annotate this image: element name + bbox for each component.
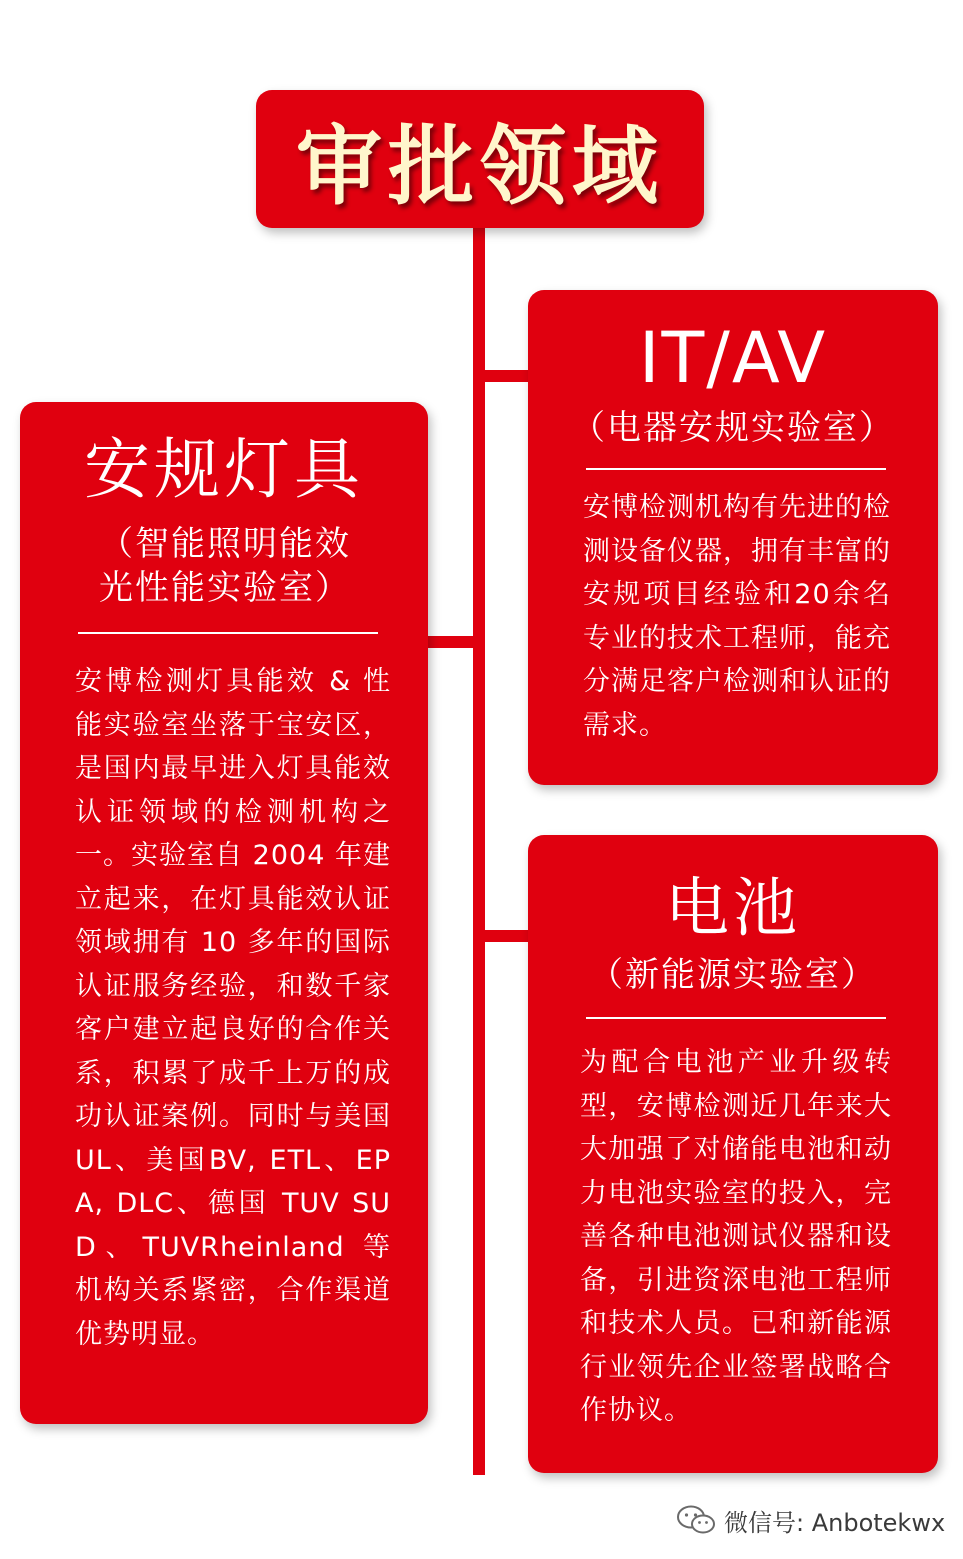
itav-card-title: IT/AV [638, 317, 828, 399]
wechat-watermark [676, 1500, 945, 1540]
lighting-card-divider [78, 632, 378, 634]
itav-card [528, 290, 938, 785]
trunk-line [473, 225, 485, 1475]
branch-left [420, 636, 476, 648]
wechat-icon [676, 1504, 716, 1536]
lighting-card-subtitle: （智能照明能效 光性能实验室） [99, 524, 351, 608]
lighting-card-body: 安博检测灯具能效 & 性能实验室坐落于宝安区，是国内最早进入灯具能效认证领域的检测机构之一。实验室自 2004 年建立起来，在灯具能效认证领域拥有 10 多年的国际认证服务经验，和数千家客户建立起良好的合作关系，积累了成千上万的成功认证案例。同时与美国 UL、美国BV, ETL、EPA, DLC、德国 TUV SUD、TUVRheinland 等机构关系紧密，合作渠道优势明显。 [75, 666, 391, 1350]
battery-card-divider [586, 1017, 886, 1019]
title-card [256, 90, 704, 228]
wechat-id-text: 微信号: Anbotekwx [724, 1508, 946, 1537]
page-title: 审批领域 [296, 117, 664, 217]
itav-card-body: 安博检测机构有先进的检测设备仪器，拥有丰富的安规项目经验和20余名专业的技术工程师，能充分满足客户检测和认证的需求。 [583, 492, 891, 741]
itav-card-subtitle: （电器安规实验室） [571, 408, 895, 448]
battery-card-subtitle: （新能源实验室） [589, 955, 877, 995]
lighting-card [20, 402, 428, 1424]
itav-card-divider [586, 468, 886, 470]
battery-card-body: 为配合电池产业升级转型，安博检测近几年来大大加强了对储能电池和动力电池实验室的投入，完善各种电池测试仪器和设备，引进资深电池工程师和技术人员。已和新能源行业领先企业签署战略合作协议。 [580, 1047, 892, 1426]
battery-card-title: 电池 [665, 872, 801, 946]
lighting-card-title: 安规灯具 [84, 431, 364, 508]
battery-card [528, 835, 938, 1473]
